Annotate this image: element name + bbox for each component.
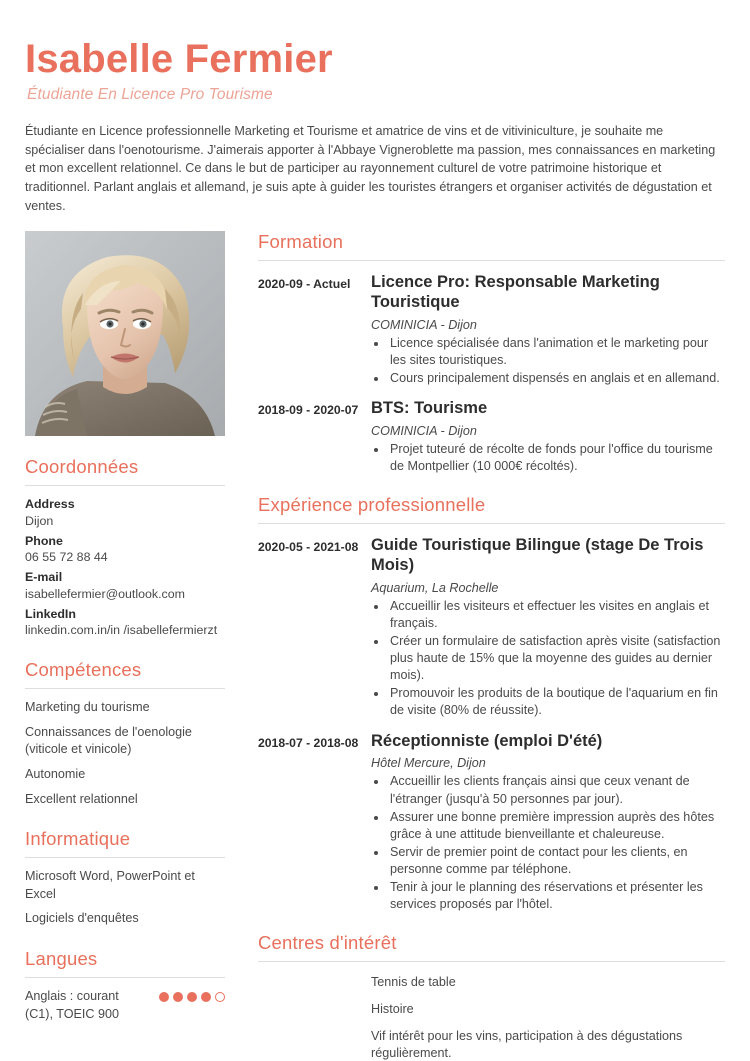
education-heading: Formation	[258, 231, 344, 253]
portrait-image	[25, 231, 225, 436]
languages-heading: Langues	[25, 948, 98, 969]
skills-heading: Compétences	[25, 659, 142, 680]
entry-bullets	[371, 441, 725, 475]
education-entry	[258, 399, 725, 475]
entry-body	[371, 732, 725, 914]
list-item: Microsoft Word, PowerPoint et Excel	[25, 869, 195, 901]
entry-title: Réceptionniste (emploi D'été)	[371, 731, 603, 750]
interests-list	[371, 974, 725, 1061]
interests-divider	[258, 961, 725, 962]
list-item: Histoire	[371, 1002, 414, 1017]
candidate-name: Isabelle Fermier	[25, 37, 333, 81]
list-item: Excellent relationnel	[25, 791, 138, 806]
section-education	[258, 231, 725, 475]
contact-field-phone	[25, 533, 225, 566]
bullet-item: • Accueillir les visiteurs et effectuer les visites en anglais et français.	[388, 598, 725, 632]
entry-organization: COMINICIA - Dijon	[371, 423, 477, 438]
rating-dot-filled	[173, 992, 183, 1002]
skills-list	[25, 699, 225, 808]
education-divider	[258, 260, 725, 261]
section-interests	[258, 932, 725, 1061]
list-item: Connaissances de l'oenologie (viticole et vinicole)	[25, 724, 192, 757]
bullet-item: • Tenir à jour le planning des réservations et présenter les services proposés par l'hôtel.	[388, 879, 725, 913]
entry-bullets	[371, 773, 725, 913]
list-item: Tennis de table	[371, 975, 456, 990]
bullet-item: • Accueillir les clients français ainsi que ceux venant de l'étranger (jusqu'à 50 personnes par jour).	[388, 773, 725, 807]
entry-date: 2018-07 - 2018-08	[258, 735, 359, 750]
skills-divider	[25, 688, 225, 689]
rating-dot-filled	[201, 992, 211, 1002]
experience-divider	[258, 523, 725, 524]
rating-dot-empty	[215, 992, 225, 1002]
entry-organization: COMINICIA - Dijon	[371, 317, 477, 332]
entry-title: BTS: Tourisme	[371, 399, 488, 418]
candidate-photo	[25, 231, 225, 436]
language-item	[25, 988, 225, 1023]
entry-bullets	[371, 598, 725, 720]
bullet-item: • Assurer une bonne première impression auprès des hôtes grâce à une attitude bienveillante et chaleureuse.	[388, 809, 725, 843]
contact-label: E-mail	[25, 570, 63, 585]
entry-organization: Aquarium, La Rochelle	[371, 580, 499, 595]
section-experience	[258, 494, 725, 913]
interests-body	[258, 974, 725, 1061]
main-content	[258, 231, 725, 1061]
contact-value: 06 55 72 88 44	[25, 550, 108, 565]
entry-body	[371, 536, 725, 719]
contact-label: LinkedIn	[25, 606, 76, 621]
languages-divider	[25, 977, 225, 978]
profile-summary: Étudiante en Licence professionnelle Marketing et Tourisme et amatrice de vins et de vitiviniculture, je souhaite me spécialiser dans l'oenotourisme. J'aimerais apporter à l'Abbaye Vigneroblette ma passion, mes connaissances en marketing et mon excellent relationnel. Ce dans le but de participer au rayonnement culturel de votre patrimoine historique et traditionnel. Parlant anglais et allemand, je suis apte à guider les touristes étrangers et organiser activités de dégustation et ventes.	[25, 124, 716, 213]
contact-field-address	[25, 496, 225, 529]
section-languages	[25, 948, 225, 1023]
contact-field-linkedin	[25, 606, 225, 639]
rating-dot-filled	[187, 992, 197, 1002]
resume-header	[0, 0, 750, 104]
entry-date: 2020-05 - 2021-08	[258, 540, 359, 555]
sidebar	[25, 231, 225, 1023]
bullet-item: • Projet tuteuré de récolte de fonds pour l'office du tourisme de Montpellier (10 000€ récoltés).	[388, 441, 725, 475]
experience-heading: Expérience professionnelle	[258, 494, 486, 516]
section-skills	[25, 659, 225, 808]
language-rating	[159, 988, 225, 1002]
bullet-item: • Licence spécialisée dans l'animation et le marketing pour les sites touristiques.	[388, 335, 725, 369]
contact-label: Address	[25, 497, 75, 512]
bullet-item: • Cours principalement dispensés en anglais et en allemand.	[388, 370, 725, 387]
entry-body	[371, 273, 725, 387]
candidate-title: Étudiante En Licence Pro Tourisme	[27, 86, 273, 103]
software-heading: Informatique	[25, 828, 131, 850]
bullet-item: • Promouvoir les produits de la boutique de l'aquarium en fin de visite (80% de réussite).	[388, 685, 725, 719]
contact-value[interactable]: linkedin.com.in/in /isabellefermierzt	[25, 623, 218, 638]
entry-title: Licence Pro: Responsable Marketing Touristique	[371, 273, 660, 311]
experience-entry	[258, 732, 725, 914]
experience-entry	[258, 536, 725, 719]
interests-heading: Centres d'intérêt	[258, 932, 397, 954]
entry-body	[371, 399, 725, 475]
entry-bullets	[371, 335, 725, 387]
contact-value: Dijon	[25, 513, 54, 528]
contact-field-email	[25, 569, 225, 602]
list-item: Marketing du tourisme	[25, 700, 150, 714]
software-divider	[25, 857, 225, 858]
contact-divider	[25, 485, 225, 486]
contact-heading: Coordonnées	[25, 456, 139, 478]
rating-dot-filled	[159, 992, 169, 1002]
education-entry	[258, 273, 725, 387]
bullet-item: • Créer un formulaire de satisfaction après visite (satisfaction plus haute de 15% que la moyenne des guides au dernier mois).	[388, 633, 725, 684]
contact-value[interactable]: isabellefermier@outlook.com	[25, 586, 185, 601]
entry-date: 2018-09 - 2020-07	[258, 403, 359, 418]
bullet-item: • Servir de premier point de contact pour les clients, en personne comme par téléphone.	[388, 844, 725, 878]
entry-date: 2020-09 - Actuel	[258, 277, 351, 292]
software-list	[25, 868, 225, 928]
entry-title: Guide Touristique Bilingue (stage De Trois Mois)	[371, 536, 704, 574]
section-contact	[25, 456, 225, 639]
list-item: Logiciels d'enquêtes	[25, 911, 139, 926]
language-name: Anglais : courant (C1), TOEIC 900	[25, 989, 120, 1021]
list-item: Vif intérêt pour les vins, participation à des dégustations régulièrement.	[371, 1028, 683, 1061]
list-item: Autonomie	[25, 766, 86, 781]
contact-label: Phone	[25, 533, 63, 548]
entry-organization: Hôtel Mercure, Dijon	[371, 756, 486, 771]
section-software	[25, 828, 225, 928]
resume-body	[0, 231, 750, 1061]
